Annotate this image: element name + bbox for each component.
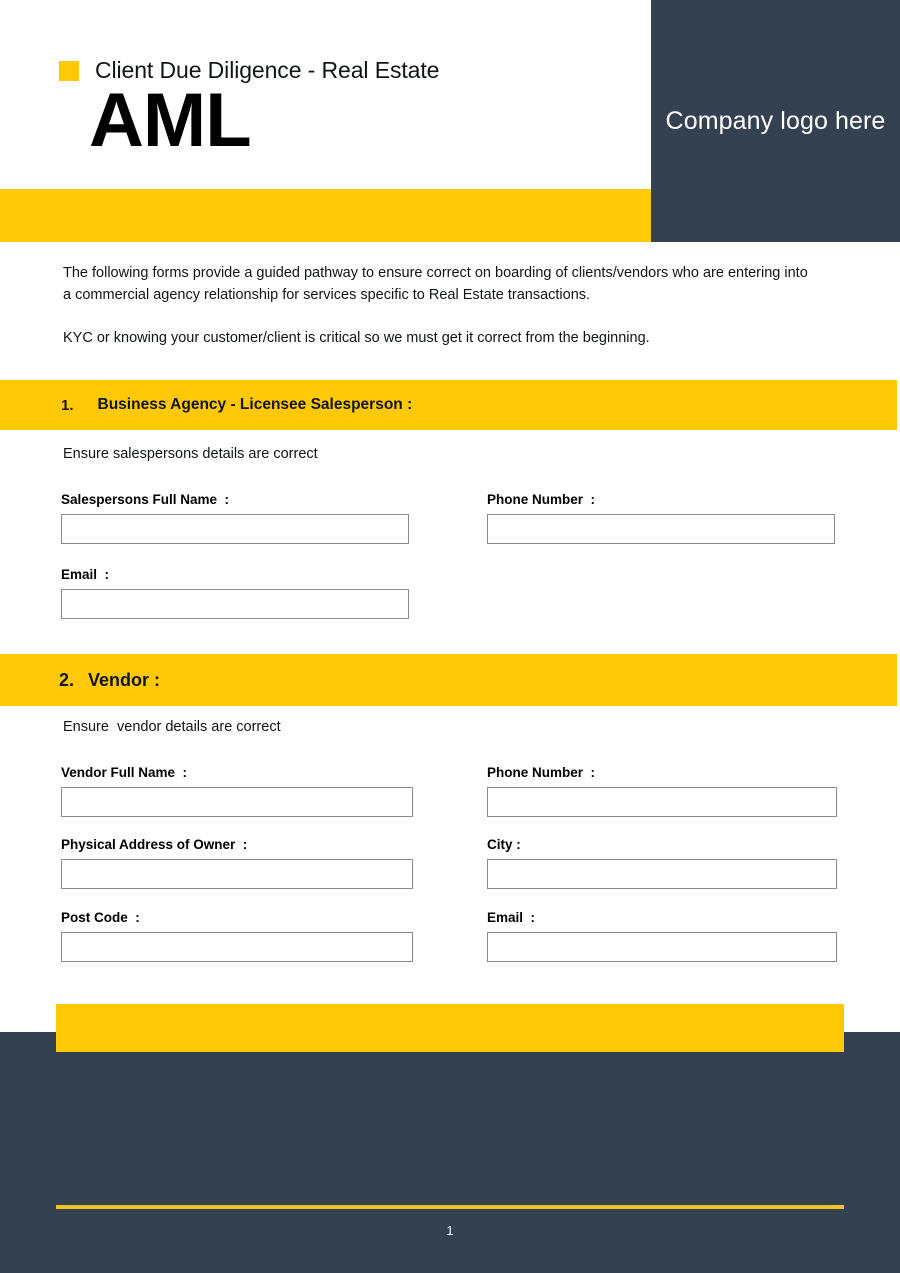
vendor-phone-number-input[interactable]: [487, 787, 837, 817]
salesperson-email-input[interactable]: [61, 589, 409, 619]
field-label: Physical Address of Owner :: [61, 837, 248, 852]
page-header: [0, 0, 900, 242]
footer-divider: [56, 1205, 844, 1209]
field-physical-address-of-owner: [61, 837, 413, 889]
section-hint-vendor: Ensure vendor details are correct: [63, 719, 281, 735]
field-label: Phone Number :: [487, 492, 596, 507]
intro-paragraph-1: The following forms provide a guided pathway to ensure correct on boarding of clients/vendors who are entering into a commercial agency relationship for services specific to Real Estate transactions.: [63, 265, 808, 304]
company-logo-panel: [651, 0, 900, 242]
field-label: Vendor Full Name :: [61, 765, 188, 780]
field-label: Email :: [61, 567, 110, 582]
field-salespersons-full-name: [61, 492, 409, 544]
section-number: 2.: [59, 669, 75, 690]
intro-paragraph-2: KYC or knowing your customer/client is critical so we must get it correct from the beginning.: [63, 329, 650, 346]
field-vendor-phone-number: [487, 765, 837, 817]
section-number: 1.: [61, 396, 74, 414]
section-header-vendor: [0, 654, 897, 706]
field-label: Email :: [487, 910, 536, 925]
page-title: AML: [89, 78, 251, 163]
header-accent-band: [0, 189, 651, 242]
company-logo-placeholder-text: Company logo here: [665, 106, 886, 135]
salespersons-full-name-input[interactable]: [61, 514, 409, 544]
field-label: Salespersons Full Name :: [61, 492, 230, 507]
vendor-email-input[interactable]: [487, 932, 837, 962]
field-post-code: [61, 910, 413, 962]
page-number: 1: [446, 1223, 454, 1238]
yellow-square-bullet-icon: [59, 61, 79, 81]
intro-text-block: [63, 262, 808, 349]
section-title: Business Agency - Licensee Salesperson :: [97, 396, 413, 413]
vendor-full-name-input[interactable]: [61, 787, 413, 817]
document-subtitle: Client Due Diligence - Real Estate: [95, 57, 440, 83]
post-code-input[interactable]: [61, 932, 413, 962]
field-vendor-full-name: [61, 765, 413, 817]
section-hint-business-agency: Ensure salespersons details are correct: [63, 446, 318, 462]
section-title: Vendor :: [88, 669, 161, 690]
field-salesperson-email: [61, 567, 409, 619]
field-label: City :: [487, 837, 521, 852]
title-block: [59, 57, 440, 163]
field-city: [487, 837, 837, 889]
section-header-business-agency: [0, 380, 897, 430]
salesperson-phone-number-input[interactable]: [487, 514, 835, 544]
footer-accent-block: [56, 1004, 844, 1052]
field-label: Phone Number :: [487, 765, 596, 780]
field-salesperson-phone-number: [487, 492, 835, 544]
city-input[interactable]: [487, 859, 837, 889]
field-vendor-email: [487, 910, 837, 962]
physical-address-of-owner-input[interactable]: [61, 859, 413, 889]
field-label: Post Code :: [61, 910, 140, 925]
